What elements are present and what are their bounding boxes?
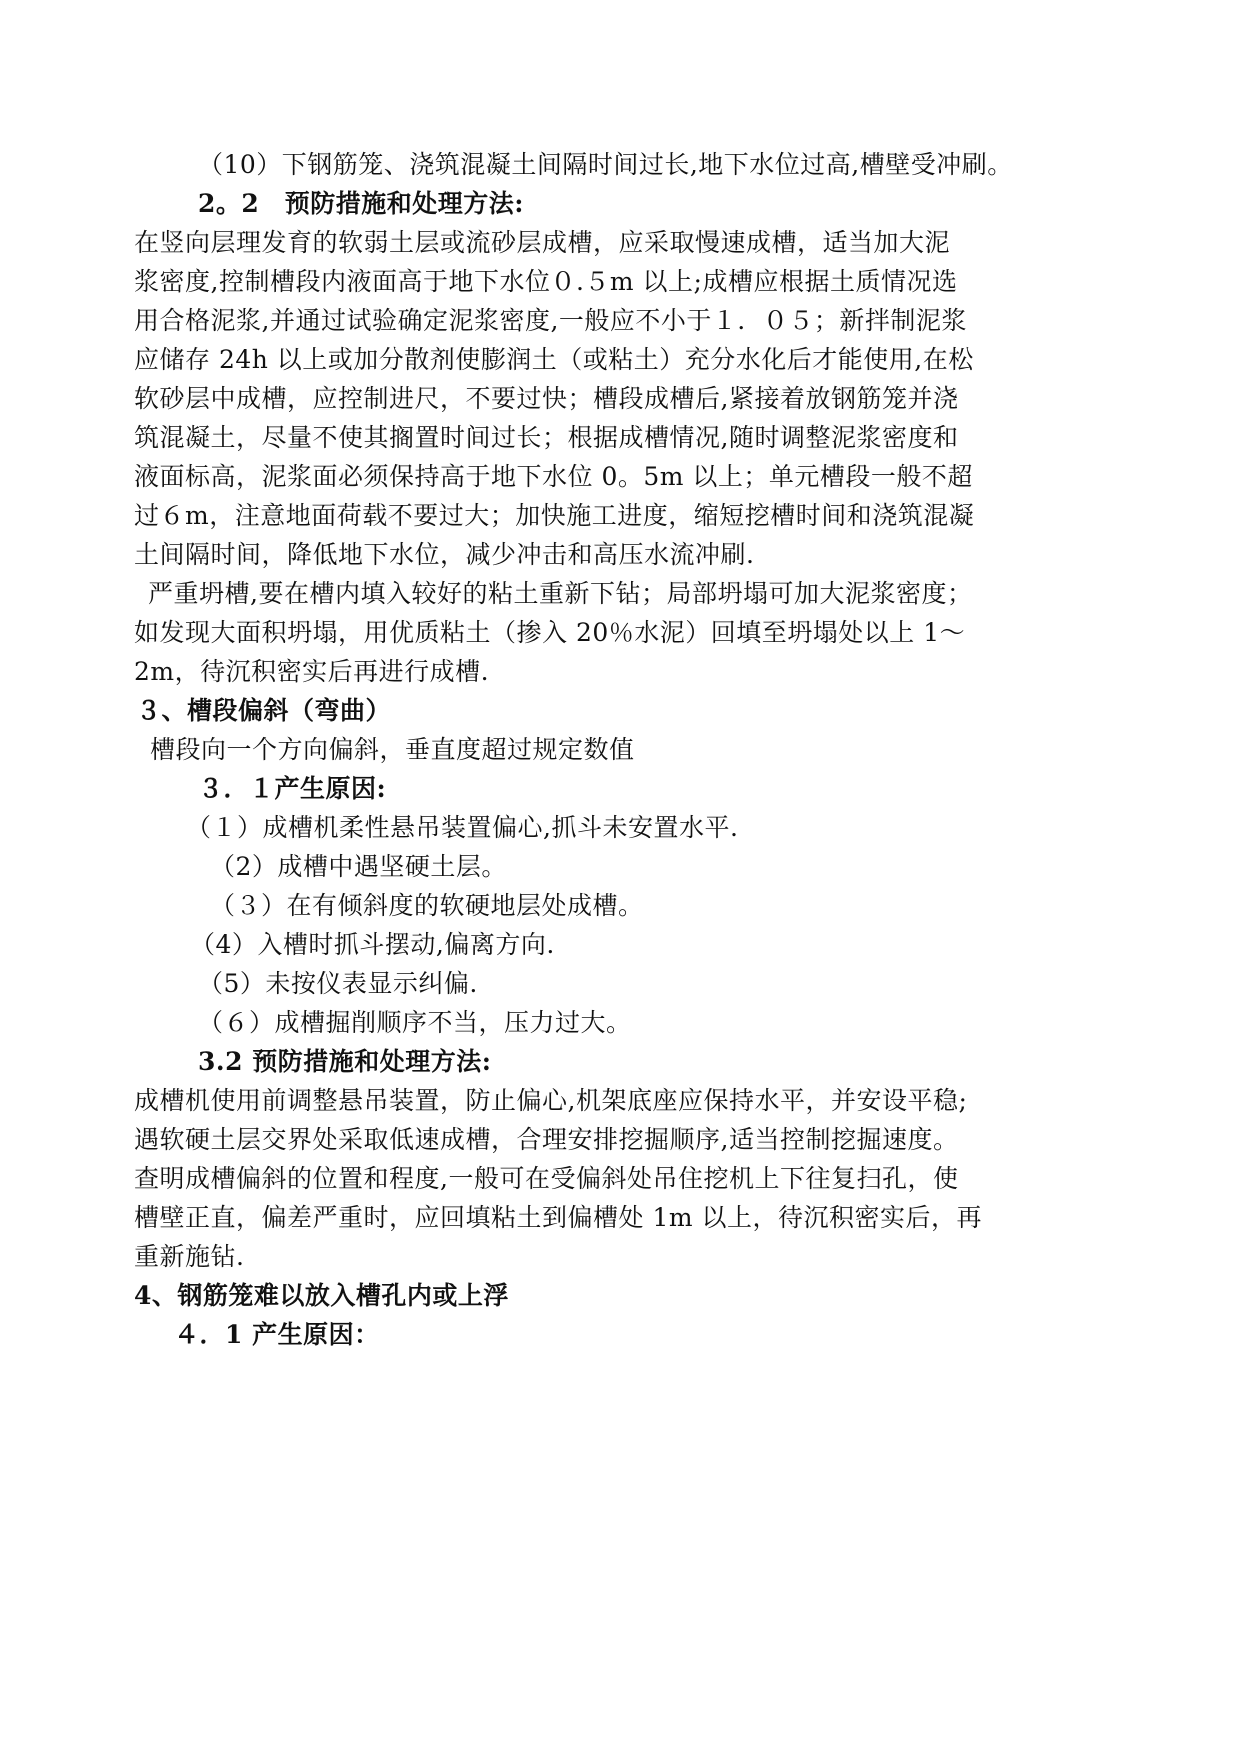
paragraph-line: 如发现大面积坍塌，用优质粘土（掺入 20％水泥）回填至坍塌处以上 1～ xyxy=(134,618,966,647)
subsection-heading: ３．１产生原因: xyxy=(198,774,387,803)
paragraph-line: 查明成槽偏斜的位置和程度,一般可在受偏斜处吊住挖机上下往复扫孔，使 xyxy=(134,1164,959,1193)
paragraph-line: 遇软硬土层交界处采取低速成槽，合理安排挖掘顺序,适当控制挖掘速度。 xyxy=(134,1125,959,1154)
paragraph-line: 软砂层中成槽，应控制进尺，不要过快；槽段成槽后,紧接着放钢筋笼并浇 xyxy=(134,384,959,413)
paragraph-line: 槽段向一个方向偏斜，垂直度超过规定数值 xyxy=(150,735,635,764)
list-item: （６）成槽掘削顺序不当，压力过大。 xyxy=(198,1008,632,1037)
list-item: （2）成槽中遇坚硬土层。 xyxy=(210,852,507,881)
paragraph-line: 2m，待沉积密实后再进行成槽. xyxy=(134,657,490,686)
list-item: （4）入槽时抓斗摆动,偏离方向. xyxy=(190,930,555,959)
list-item: （３）在有倾斜度的软硬地层处成槽。 xyxy=(210,891,644,920)
section-heading: ３、槽段偏斜（弯曲） xyxy=(136,696,392,725)
paragraph-line: 液面标高，泥浆面必须保持高于地下水位 0。5m 以上；单元槽段一般不超 xyxy=(134,462,973,491)
subsection-heading: 3.2 预防措施和处理方法: xyxy=(198,1047,492,1076)
paragraph-line: 成槽机使用前调整悬吊装置，防止偏心,机架底座应保持水平，并安设平稳; xyxy=(134,1086,968,1115)
list-item: （5）未按仪表显示纠偏. xyxy=(198,969,478,998)
paragraph-line: 用合格泥浆,并通过试验确定泥浆密度,一般应不小于１．０５；新拌制泥浆 xyxy=(134,306,967,335)
section-heading: 2。2 预防措施和处理方法: xyxy=(198,189,525,218)
list-item: （１）成槽机柔性悬吊装置偏心,抓斗未安置水平. xyxy=(186,813,739,842)
paragraph-line: 重新施钻. xyxy=(134,1242,245,1271)
paragraph-line: 严重坍槽,要在槽内填入较好的粘土重新下钻；局部坍塌可加大泥浆密度； xyxy=(148,579,973,608)
subsection-heading: ４．1 产生原因： xyxy=(174,1320,380,1349)
paragraph-line: （10）下钢筋笼、浇筑混凝土间隔时间过长,地下水位过高,槽壁受冲刷。 xyxy=(198,150,1013,179)
paragraph-line: 过６m，注意地面荷载不要过大；加快施工进度，缩短挖槽时间和浇筑混凝 xyxy=(134,501,975,530)
paragraph-line: 在竖向层理发育的软弱土层或流砂层成槽，应采取慢速成槽，适当加大泥 xyxy=(134,228,951,257)
paragraph-line: 浆密度,控制槽段内液面高于地下水位０.５m 以上;成槽应根据土质情况选 xyxy=(134,267,958,296)
paragraph-line: 筑混凝土，尽量不使其搁置时间过长；根据成槽情况,随时调整泥浆密度和 xyxy=(134,423,959,452)
paragraph-line: 槽壁正直，偏差严重时，应回填粘土到偏槽处 1m 以上，待沉积密实后，再 xyxy=(134,1203,983,1232)
paragraph-line: 应储存 24h 以上或加分散剂使膨润土（或粘土）充分水化后才能使用,在松 xyxy=(134,345,974,374)
paragraph-line: 土间隔时间，降低地下水位，减少冲击和高压水流冲刷. xyxy=(134,540,755,569)
section-heading: 4、钢筋笼难以放入槽孔内或上浮 xyxy=(134,1281,509,1310)
